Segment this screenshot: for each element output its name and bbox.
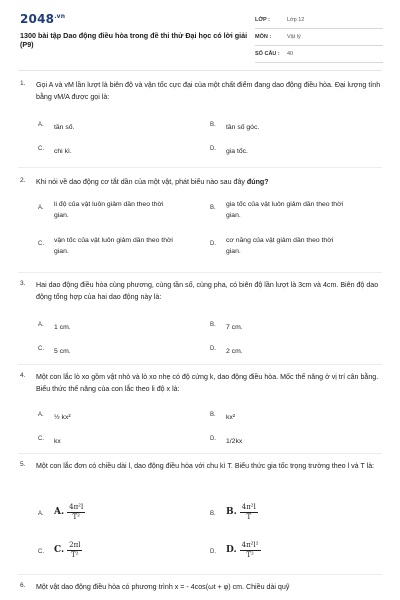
- question-divider: [18, 167, 382, 168]
- option-label: C.: [38, 549, 44, 555]
- numerator: 2πl: [69, 541, 81, 549]
- fraction: [240, 541, 261, 560]
- numerator: 4π²l: [69, 503, 84, 511]
- formula-label: D.: [226, 545, 237, 555]
- option-text: gia tốc.: [226, 148, 248, 155]
- logo-suffix: .vn: [54, 13, 66, 20]
- option-label: D.: [210, 241, 216, 247]
- denominator: T²: [71, 551, 79, 559]
- meta-box: [255, 14, 383, 65]
- option-label: A.: [38, 205, 44, 211]
- denominator: T: [246, 513, 252, 521]
- question-text: Một con lắc lò xo gồm vật nhỏ và lò xo nhẹ có độ cứng k, dao động điều hòa. Mốc thế năng ở vị trí cân bằng. Biểu thức thế năng của con lắc theo li độ x là:: [36, 373, 379, 393]
- option-label: B.: [210, 412, 216, 418]
- option-text: chi kì.: [54, 148, 72, 155]
- question-divider: [18, 574, 382, 575]
- header-divider: [18, 70, 382, 71]
- option-text: cơ năng của vật giảm dần theo thời gian.: [226, 237, 334, 255]
- option-text: 5 cm.: [54, 348, 71, 355]
- question-1: [20, 80, 382, 170]
- question-number: 4.: [20, 372, 26, 379]
- question-text: [36, 177, 382, 189]
- logo-text: 2048: [20, 12, 55, 26]
- option-label: A.: [38, 122, 44, 128]
- question-3: [20, 280, 382, 368]
- question-number: 6.: [20, 582, 26, 589]
- option-label: C.: [38, 436, 44, 442]
- option-label: A.: [38, 412, 44, 418]
- denominator: T²: [246, 551, 254, 559]
- option-text: tần số.: [54, 124, 75, 131]
- question-text: Gọi A và vM lần lượt là biên độ và vận tốc cực đại của một chất điểm đang dao động điều hòa. Đại lượng tính bằng vM/A được gọi là:: [36, 81, 381, 101]
- meta-value: 40: [287, 51, 294, 57]
- option-label: B.: [210, 322, 216, 328]
- option-text: 7 cm.: [226, 324, 243, 331]
- option-text: vận tốc của vật luôn giảm dần theo thời gian.: [54, 237, 173, 255]
- option-text: 2 cm.: [226, 348, 243, 355]
- formula-label: C.: [54, 545, 65, 555]
- option-label: B.: [210, 205, 216, 211]
- fraction: [240, 503, 258, 522]
- option-label: B.: [210, 122, 216, 128]
- option-label: A.: [38, 322, 44, 328]
- meta-key: MÔN :: [255, 34, 272, 40]
- question-text-emphasis: đúng?: [246, 178, 269, 186]
- denominator: T²: [72, 513, 80, 521]
- meta-key: LỚP :: [255, 17, 270, 23]
- option-formula: [54, 503, 194, 522]
- option-text: gia tốc của vật luôn giảm dần theo thời gian.: [226, 201, 344, 219]
- option-text: 1 cm.: [54, 324, 71, 331]
- option-label: C.: [38, 241, 44, 247]
- document-header: [0, 0, 400, 62]
- option-label: A.: [38, 511, 44, 517]
- formula-label: A.: [54, 507, 65, 517]
- option-formula: [54, 541, 194, 560]
- numerator: 4π²l: [241, 503, 256, 511]
- option-label: D.: [210, 436, 216, 442]
- question-text: Một vật dao động điều hòa có phương trình x = - 4cos(ωt + φ) cm. Chiều dài quỹ: [36, 583, 290, 591]
- meta-row-count: [255, 48, 383, 63]
- formula-label: B.: [226, 507, 237, 517]
- question-number: 2.: [20, 177, 26, 184]
- option-text: li độ của vật luôn giảm dần theo thời gian.: [54, 201, 164, 219]
- question-divider: [18, 453, 382, 454]
- question-6: [20, 582, 382, 600]
- option-text: kx²: [226, 414, 236, 421]
- option-label: D.: [210, 146, 216, 152]
- option-text: ½ kx²: [54, 414, 71, 421]
- question-divider: [18, 272, 382, 273]
- question-4: [20, 372, 382, 458]
- meta-row-class: [255, 14, 383, 29]
- option-text: 1/2kx: [226, 438, 243, 445]
- option-text: kx: [54, 438, 61, 445]
- option-label: C.: [38, 146, 44, 152]
- site-logo[interactable]: [20, 12, 65, 26]
- option-label: D.: [210, 549, 216, 555]
- meta-row-subject: [255, 31, 383, 46]
- question-number: 5.: [20, 461, 26, 468]
- option-label: B.: [210, 511, 216, 517]
- question-5: [20, 461, 382, 579]
- meta-value: Vật lý: [287, 34, 301, 40]
- option-formula: [226, 503, 366, 522]
- question-text-main: Khi nói về dao động cơ tắt dần của một vật, phát biểu nào sau đây: [36, 178, 245, 186]
- meta-value: Lớp 12: [287, 17, 305, 23]
- numerator: 4π²l²: [241, 541, 259, 549]
- question-2: [20, 177, 382, 269]
- question-text: Hai dao động điều hòa cùng phương, cùng tần số, cùng pha, có biên độ lần lượt là 3cm và 4cm. Biên độ dao động tổng hợp của hai dao động này là:: [36, 281, 379, 301]
- option-formula: [226, 541, 366, 560]
- fraction: [67, 541, 82, 560]
- question-number: 1.: [20, 80, 26, 87]
- meta-key: SỐ CÂU :: [255, 51, 280, 57]
- option-text: tần số góc.: [226, 124, 260, 131]
- document-title: 1300 bài tập Dao động điều hòa trong đề thi thử Đại học có lời giải (P9): [20, 31, 248, 49]
- fraction: [67, 503, 85, 522]
- option-label: C.: [38, 346, 44, 352]
- option-label: D.: [210, 346, 216, 352]
- question-text: Một con lắc đơn có chiều dài l, dao động điều hòa với chu kì T. Biểu thức gia tốc trọng trường theo l và T là:: [36, 462, 375, 470]
- question-number: 3.: [20, 280, 26, 287]
- question-divider: [18, 364, 382, 365]
